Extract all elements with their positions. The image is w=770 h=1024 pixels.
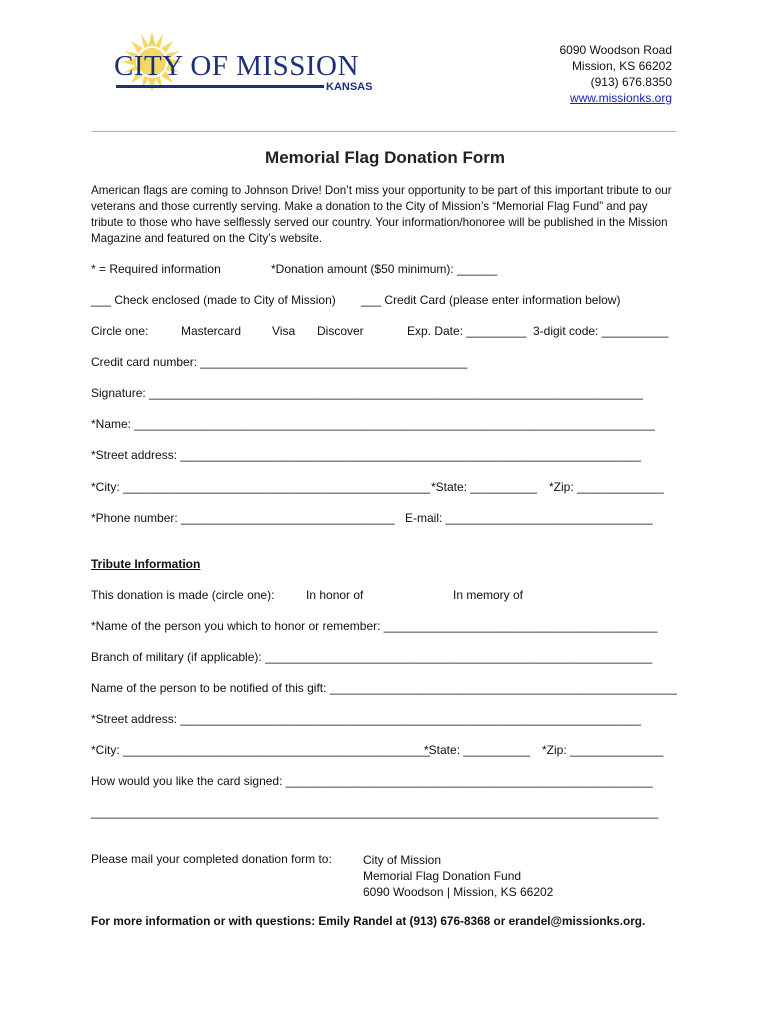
city-field[interactable]: *City: ______________________________________________ (91, 480, 430, 494)
signature-field[interactable]: Signature: __________________________________________________________________________ (91, 386, 643, 400)
card-type-mastercard[interactable]: Mastercard (181, 324, 242, 338)
notify-name-field[interactable]: Name of the person to be notified of this gift: ____________________________________________________ (91, 681, 677, 695)
mail-label: Please mail your completed donation form to: (91, 852, 332, 866)
form-title: Memorial Flag Donation Form (265, 148, 505, 167)
logo-subtitle: KANSAS (326, 81, 373, 93)
city-logo (110, 28, 390, 108)
in-memory-option[interactable]: In memory of (453, 588, 524, 602)
mail-line1: City of Mission (363, 853, 442, 867)
honoree-name-field[interactable]: *Name of the person you which to honor or remember: _________________________________________ (91, 619, 658, 633)
footer-info: For more information or with questions: Emily Randel at (913) 676-8368 or erandel@missionks.org. (91, 914, 646, 928)
phone-field[interactable]: *Phone number: ________________________________ (91, 511, 395, 525)
card-signed-extra-line[interactable]: _____________________________________________________________________________________ (91, 805, 659, 819)
state-field[interactable]: *State: __________ (431, 480, 538, 494)
tribute-street-field[interactable]: *Street address: _____________________________________________________________________ (91, 712, 641, 726)
email-field[interactable]: E-mail: _______________________________ (405, 511, 653, 525)
tribute-zip-field[interactable]: *Zip: ______________ (542, 743, 664, 757)
in-honor-option[interactable]: In honor of (306, 588, 364, 602)
mail-address (363, 852, 553, 900)
intro-paragraph: American flags are coming to Johnson Drive! Don’t miss your opportunity to be part of this important tribute to our veterans and those currently serving. Make a donation to the City of Mission’s “Memorial Flag Fund” and pay tribute to those who have selflessly served our country. Your information/honoree will be published in the Mission Magazine and featured on the City’s website. (91, 184, 672, 245)
tribute-state-field[interactable]: *State: __________ (424, 743, 531, 757)
logo-title: CITY OF MISSION (114, 50, 359, 82)
exp-date-field[interactable]: Exp. Date: _________ (407, 324, 527, 338)
tribute-city-field[interactable]: *City: ______________________________________________ (91, 743, 430, 757)
mail-line2: Memorial Flag Donation Fund (363, 869, 522, 883)
card-type-discover[interactable]: Discover (317, 324, 364, 338)
website-link[interactable]: www.missionks.org (569, 91, 672, 105)
check-option[interactable]: ___ Check enclosed (made to City of Mission) (91, 293, 336, 307)
logo-rule (116, 85, 324, 88)
military-branch-field[interactable]: Branch of military (if applicable): __________________________________________________________ (91, 650, 653, 664)
tribute-heading: Tribute Information (91, 557, 201, 571)
zip-field[interactable]: *Zip: _____________ (549, 480, 664, 494)
required-note: * = Required information (91, 262, 221, 276)
street-field[interactable]: *Street address: _____________________________________________________________________ (91, 448, 641, 462)
card-signed-field[interactable]: How would you like the card signed: _______________________________________________________ (91, 774, 653, 788)
contact-address2: Mission, KS 66202 (571, 59, 672, 73)
name-field[interactable]: *Name: ______________________________________________________________________________ (91, 417, 655, 431)
donation-made-label: This donation is made (circle one): (91, 588, 275, 602)
mail-line3: 6090 Woodson | Mission, KS 66202 (363, 885, 554, 899)
credit-card-number-field[interactable]: Credit card number: ________________________________________ (91, 355, 468, 369)
card-type-visa[interactable]: Visa (272, 324, 296, 338)
code-field[interactable]: 3-digit code: __________ (533, 324, 669, 338)
credit-card-option[interactable]: ___ Credit Card (please enter information below) (361, 293, 621, 307)
circle-one-label: Circle one: (91, 324, 149, 338)
contact-phone: (913) 676.8350 (590, 75, 672, 89)
header-divider (92, 131, 676, 132)
contact-block (559, 42, 672, 106)
donation-amount-field[interactable]: *Donation amount ($50 minimum): ______ (271, 262, 498, 276)
contact-address1: 6090 Woodson Road (559, 43, 672, 57)
